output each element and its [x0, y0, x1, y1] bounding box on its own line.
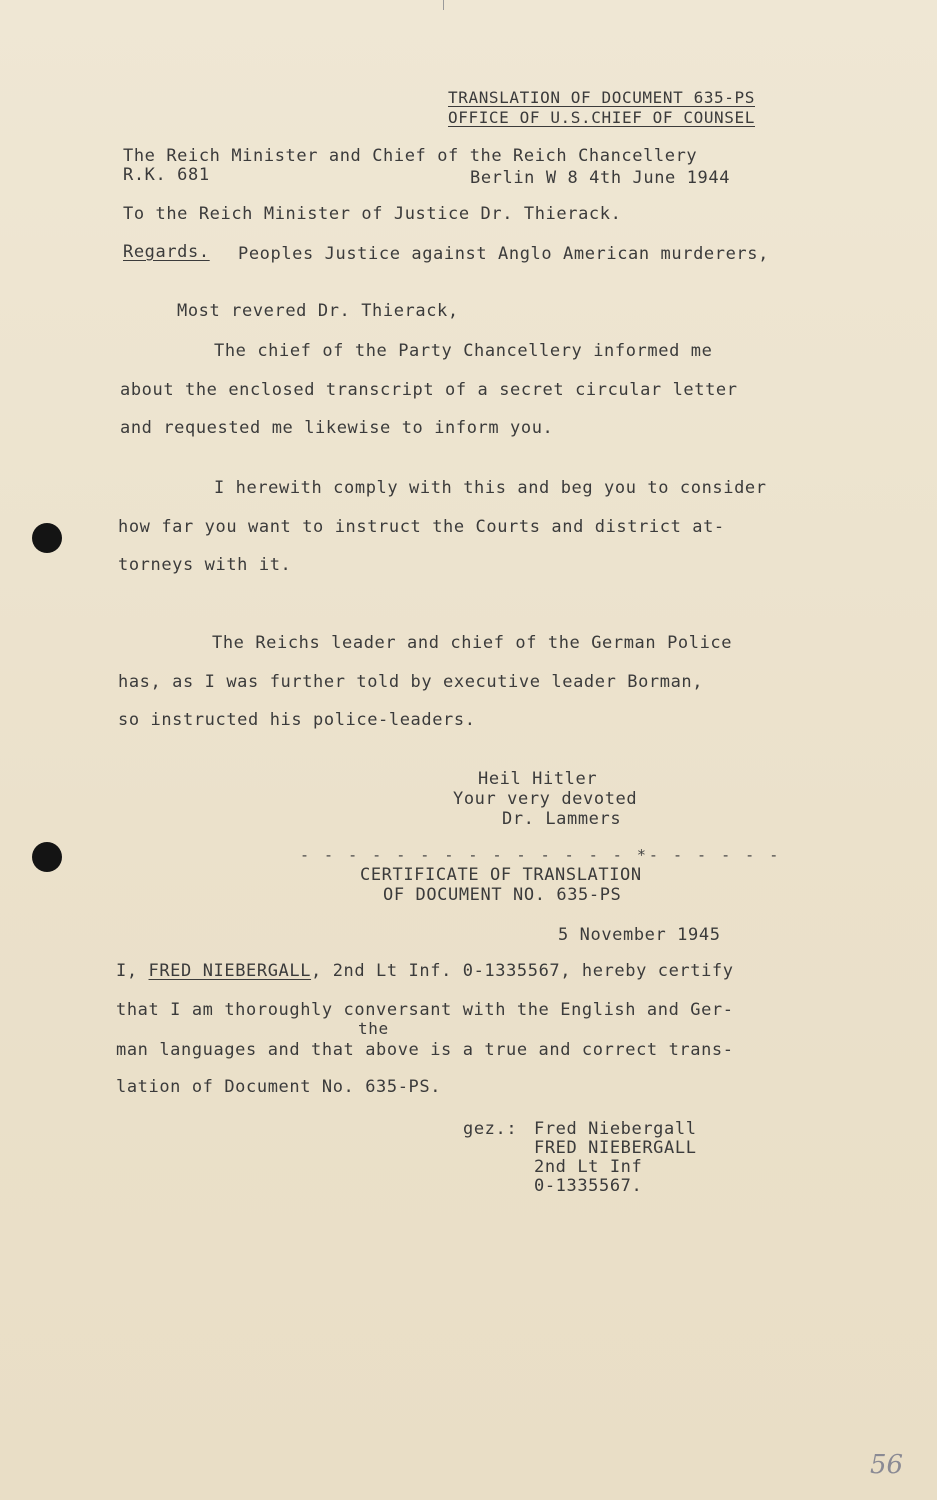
sender-line: The Reich Minister and Chief of the Reich Chancellery [123, 146, 698, 166]
place-date-line: Berlin W 8 4th June 1944 [470, 168, 731, 188]
paragraph-2-line-1: I herewith comply with this and beg you to consider [214, 478, 767, 498]
punch-hole-upper [32, 523, 62, 553]
signature-gez: gez.: [463, 1119, 518, 1139]
signature-line-3: 2nd Lt Inf [534, 1157, 643, 1177]
paragraph-3-line-2: has, as I was further told by executive leader Borman, [118, 672, 704, 692]
paragraph-1-line-2: about the enclosed transcript of a secret circular letter [120, 380, 738, 400]
addressee-line: To the Reich Minister of Justice Dr. Thierack. [123, 204, 622, 224]
page-number: 56 [870, 1450, 904, 1480]
paragraph-1-line-1: The chief of the Party Chancellery informed me [214, 341, 713, 361]
certificate-line-2: that I am thoroughly conversant with the English and Ger- [116, 1000, 734, 1020]
subject-label: Regards. [123, 242, 210, 262]
certificate-line-1-prefix: I, [116, 961, 149, 981]
paragraph-3-line-1: The Reichs leader and chief of the German Police [212, 633, 733, 653]
paragraph-3-line-3: so instructed his police-leaders. [118, 710, 476, 730]
signature-line-2: FRED NIEBERGALL [534, 1138, 697, 1158]
closing-devoted: Your very devoted [453, 789, 638, 809]
top-edge-mark [443, 0, 444, 10]
paragraph-2-line-2: how far you want to instruct the Courts and district at- [118, 517, 725, 537]
certificate-line-3: man languages and that above is a true and correct trans- [116, 1040, 734, 1060]
subject-text: Peoples Justice against Anglo American murderers, [238, 244, 769, 264]
certificate-line-1 [116, 961, 734, 981]
certificate-document-no: OF DOCUMENT NO. 635-PS [383, 885, 622, 905]
closing-heil: Heil Hitler [478, 769, 598, 789]
certificate-line-4: lation of Document No. 635-PS. [116, 1077, 442, 1097]
certificate-date: 5 November 1945 [558, 925, 721, 945]
certificate-title: CERTIFICATE OF TRANSLATION [360, 865, 642, 885]
signature-line-4: 0-1335567. [534, 1176, 643, 1196]
salutation: Most revered Dr. Thierack, [177, 301, 459, 321]
certificate-line-1-suffix: , 2nd Lt Inf. 0-1335567, hereby certify [311, 961, 734, 981]
separator-line: - - - - - - - - - - - - - - *- - - - - - [300, 846, 782, 864]
handwritten-insertion: the [358, 1019, 389, 1038]
header-office-line: OFFICE OF U.S.CHIEF OF COUNSEL [448, 108, 755, 127]
reference-line: R.K. 681 [123, 165, 210, 185]
translator-name: FRED NIEBERGALL [148, 961, 312, 981]
paragraph-1-line-3: and requested me likewise to inform you. [120, 418, 554, 438]
header-translation-line: TRANSLATION OF DOCUMENT 635-PS [448, 88, 755, 107]
closing-signature: Dr. Lammers [502, 809, 622, 829]
paragraph-2-line-3: torneys with it. [118, 555, 292, 575]
signature-line-1: Fred Niebergall [534, 1119, 697, 1139]
punch-hole-lower [32, 842, 62, 872]
